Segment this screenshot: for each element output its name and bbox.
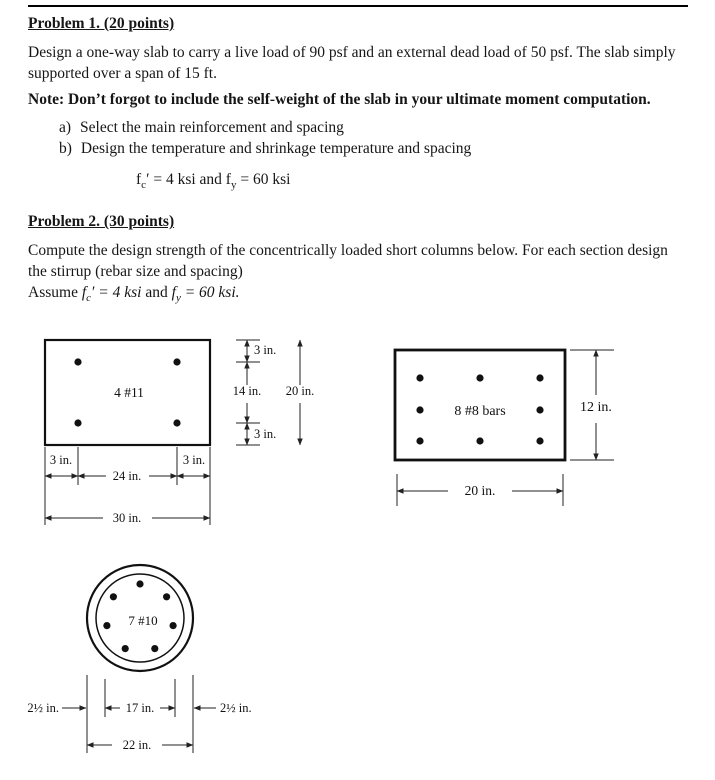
problem1-body: Design a one-way slab to carry a live load of 90 psf and an external dead load of 50 psf. The slab simply supported over a span of 15 ft. — [28, 43, 676, 82]
problem1-title: Problem 1. (20 points) — [28, 15, 175, 32]
rebar-dot — [173, 419, 180, 426]
column2-bars-label: 8 #8 bars — [454, 404, 506, 419]
assume-end: = 60 ksi. — [180, 284, 240, 302]
column2-width-dim — [397, 474, 563, 506]
item-a-text: Select the main reinforcement and spacing — [80, 118, 344, 136]
formula-mid: ′ = 4 ksi and — [146, 170, 226, 188]
circular-column-diagram — [27, 565, 251, 753]
dim-height-label: 12 in. — [580, 400, 612, 415]
rebar-dot — [416, 406, 423, 413]
dim-width-label: 20 in. — [464, 483, 496, 498]
dim-core-label: 17 in. — [125, 701, 155, 715]
formula-f1: f — [136, 170, 142, 188]
dim-total-height-label: 20 in. — [285, 384, 315, 398]
column-diagrams — [0, 333, 715, 773]
column2-height-dim — [570, 350, 614, 460]
assume-sub2: y — [175, 292, 181, 305]
problem2-section — [28, 212, 688, 304]
rebar-dot — [74, 358, 81, 365]
dim-left-cover-label: 3 in. — [49, 453, 73, 467]
rebar-dot — [536, 406, 543, 413]
rebar-dot — [173, 358, 180, 365]
assume-f2: f — [171, 284, 176, 302]
problem1-formula — [136, 170, 688, 191]
problem2-title: Problem 2. (30 points) — [28, 213, 175, 231]
formula-f2: f — [225, 170, 231, 188]
column1-vertical-dims — [233, 340, 314, 445]
dim-total-width-label: 30 in. — [112, 511, 142, 525]
problem1-subitems — [59, 118, 688, 160]
dim-right-cover-label: 3 in. — [182, 453, 206, 467]
dim-inner-width-label: 24 in. — [112, 469, 142, 483]
rebar-dot — [170, 622, 177, 629]
rebar-dot — [74, 419, 81, 426]
column3-bars-label: 7 #10 — [128, 613, 158, 628]
item-b-label: b) — [59, 139, 72, 157]
item-a-label: a) — [59, 118, 72, 136]
rect-column-1-diagram — [45, 340, 314, 525]
rebar-dot — [536, 374, 543, 381]
problem2-assume — [28, 283, 688, 304]
rebar-dot — [476, 437, 483, 444]
dim-left-cover-label: 2½ in. — [27, 701, 59, 715]
formula-sub2: y — [230, 178, 237, 191]
column1-bars-label: 4 #11 — [114, 385, 144, 400]
rebar-dot — [122, 645, 129, 652]
dim-right-cover-label: 2½ in. — [220, 701, 252, 715]
formula-sub1: c — [141, 178, 147, 191]
item-b-text: Design the temperature and shrinkage temperature and spacing — [80, 139, 472, 157]
rebar-dot — [103, 622, 110, 629]
list-item-b — [59, 139, 688, 160]
rebar-dot — [163, 593, 170, 600]
assume-prefix: Assume — [28, 284, 82, 302]
rect-column-2-diagram — [395, 350, 614, 506]
rebar-dot — [416, 374, 423, 381]
dim-total-label: 22 in. — [122, 738, 152, 752]
list-item-a — [59, 118, 688, 139]
problem1-section — [28, 14, 688, 190]
assume-f1: f — [81, 284, 87, 302]
rebar-dot — [416, 437, 423, 444]
dim-mid-height-label: 14 in. — [232, 384, 262, 398]
problem2-body: Compute the design strength of the concentrically loaded short columns below. For each section design the stirrup (rebar size and spacing) — [28, 242, 668, 281]
rebar-dot — [476, 374, 483, 381]
formula-end: = 60 ksi — [236, 170, 291, 188]
problem1-note: Note: Don’t forgot to include the self-weight of the slab in your ultimate moment computation. — [28, 90, 651, 108]
assume-conj: and — [141, 284, 172, 302]
dim-top-cover-label: 3 in. — [254, 343, 277, 357]
rebar-dot — [110, 593, 117, 600]
top-rule — [28, 5, 688, 7]
rebar-dot — [136, 580, 143, 587]
column3-dims — [27, 675, 251, 753]
assume-sub1: c — [86, 292, 92, 305]
rebar-dot — [151, 645, 158, 652]
rebar-dot — [536, 437, 543, 444]
column1-horizontal-dims — [45, 447, 210, 525]
assume-mid: ′ = 4 ksi — [91, 284, 142, 302]
dim-bottom-cover-label: 3 in. — [254, 427, 277, 441]
